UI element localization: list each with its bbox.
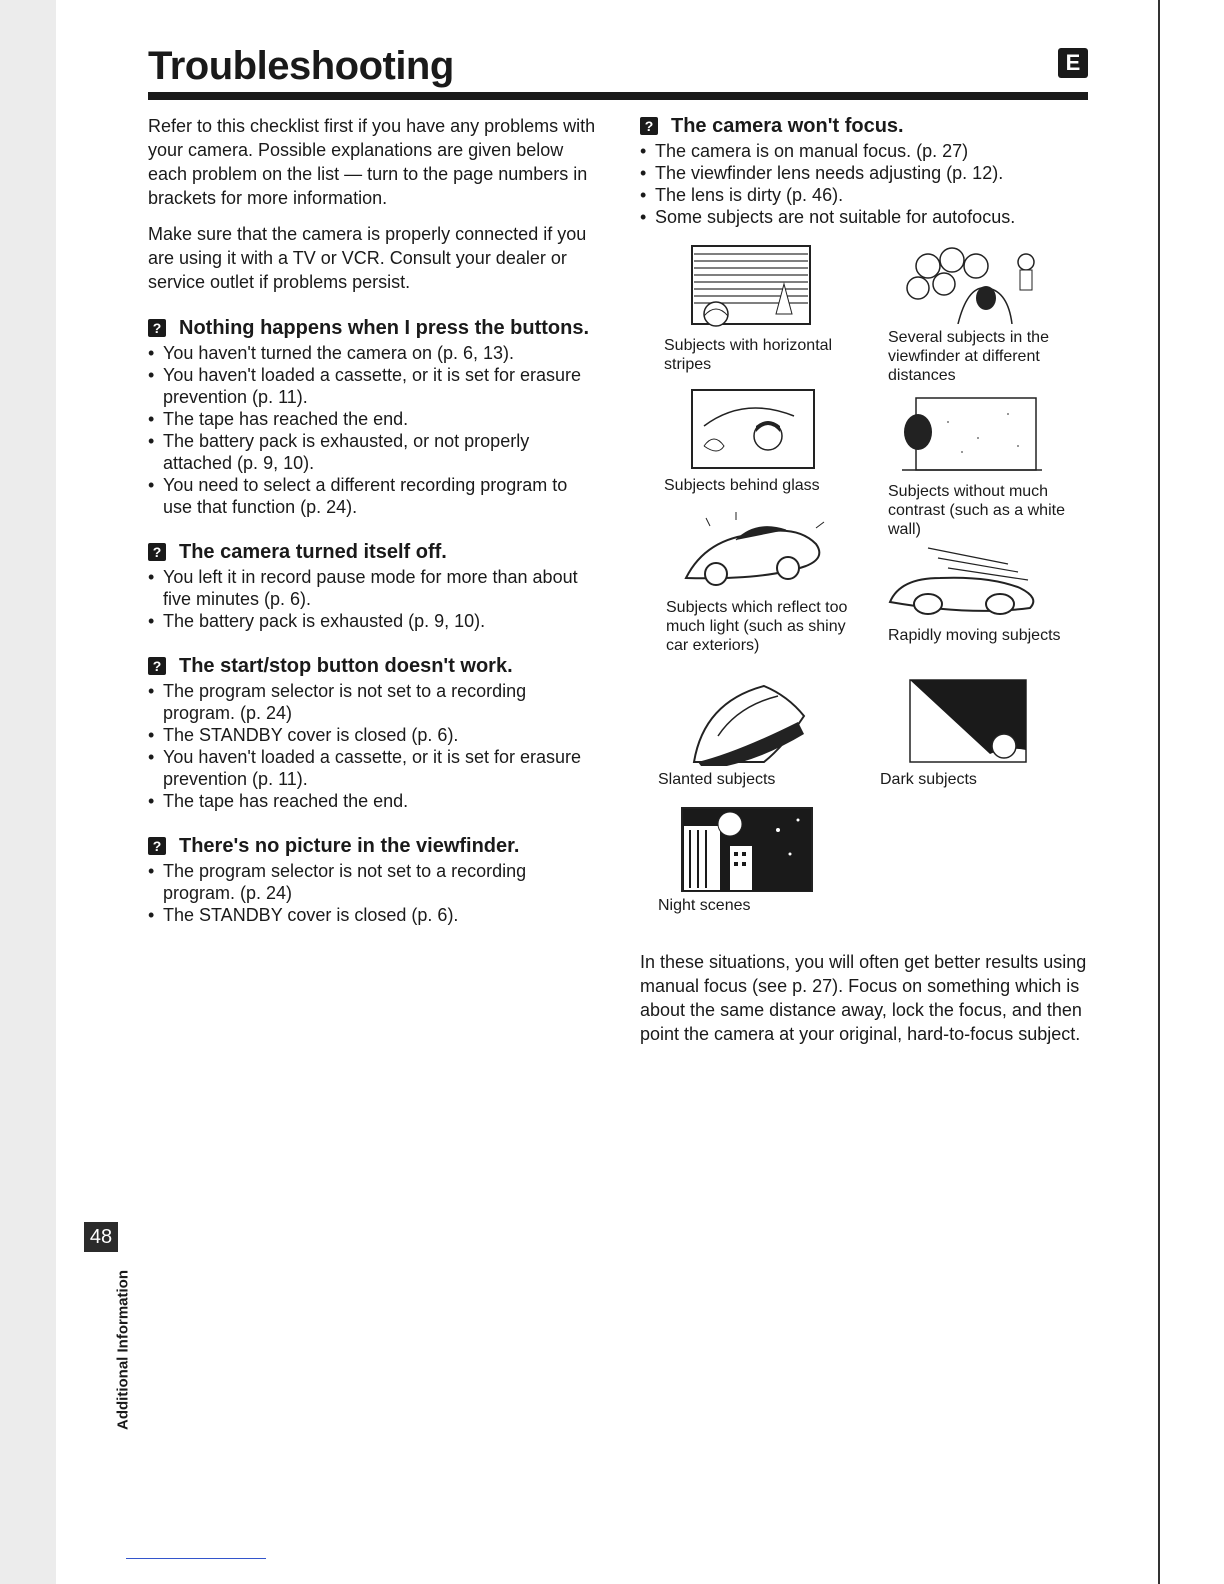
question-icon: ? (148, 319, 166, 337)
figure-caption: Subjects with horizontal stripes (664, 337, 833, 373)
cause-list (148, 342, 600, 518)
cause-item: • The tape has reached the end. (148, 790, 600, 812)
figure-caption: Several subjects in the viewfinder at different distances (888, 329, 1049, 384)
cause-item: • You haven't turned the camera on (p. 6, 13). (148, 342, 600, 364)
left-column (148, 114, 600, 926)
cause-item: • You left it in record pause mode for more than about five minutes (p. 6). (148, 566, 600, 610)
problem-heading-text: Nothing happens when I press the buttons. (179, 317, 590, 339)
page-margin-shadow (0, 0, 56, 1584)
problem-section (148, 834, 600, 926)
cause-list (640, 140, 1090, 228)
figure-caption: Subjects without much contrast (such as a white wall) (888, 483, 1065, 538)
question-icon: ? (640, 117, 658, 135)
dark-room-dog-illustration (880, 676, 1040, 766)
right-column (640, 114, 1090, 228)
problem-section (148, 654, 600, 812)
white-wall-illustration (888, 392, 1048, 478)
cause-item: • Some subjects are not suitable for autofocus. (640, 206, 1090, 228)
cause-item: • The STANDBY cover is closed (p. 6). (148, 904, 600, 926)
figure-caption: Slanted subjects (658, 771, 776, 788)
problem-heading (640, 114, 1090, 138)
problem-heading (148, 654, 600, 678)
figure-dark (880, 676, 1080, 789)
figure-low-contrast (888, 392, 1088, 539)
cause-list (148, 566, 600, 632)
problem-section (148, 540, 600, 632)
title-rule (148, 92, 1088, 100)
cause-item: • The tape has reached the end. (148, 408, 600, 430)
problem-heading (148, 834, 600, 858)
figure-horizontal-stripes (664, 244, 864, 374)
cause-item: • The camera is on manual focus. (p. 27) (640, 140, 1090, 162)
figure-caption: Rapidly moving subjects (888, 627, 1061, 644)
cause-item: • You haven't loaded a cassette, or it is set for erasure prevention (p. 11). (148, 364, 600, 408)
section-tab (112, 1258, 134, 1442)
racing-cars-illustration (888, 542, 1068, 622)
problem-heading-text: The camera turned itself off. (179, 541, 447, 563)
cause-item: • The program selector is not set to a recording program. (p. 24) (148, 860, 600, 904)
question-icon: ? (148, 543, 166, 561)
cause-item: • The viewfinder lens needs adjusting (p. 12). (640, 162, 1090, 184)
cause-item: • The lens is dirty (p. 46). (640, 184, 1090, 206)
problem-section (148, 316, 600, 518)
problem-heading-text: There's no picture in the viewfinder. (179, 835, 520, 857)
footer-rule (126, 1558, 266, 1559)
figure-behind-glass (664, 386, 864, 495)
intro-paragraph: Refer to this checklist first if you have any problems with your camera. Possible explanations are given below each problem on the list — turn to the page numbers in brackets for more information. (148, 116, 596, 208)
cause-item: • The battery pack is exhausted, or not properly attached (p. 9, 10). (148, 430, 600, 474)
intro-paragraph: Make sure that the camera is properly connected if you are using it with a TV or VCR. Consult your dealer or service outlet if problems persist. (148, 224, 587, 292)
page-number: 48 (84, 1222, 118, 1252)
shiny-car-illustration (666, 508, 836, 594)
figure-slanted (658, 676, 858, 789)
figure-reflective (666, 508, 866, 655)
language-badge: E (1058, 48, 1088, 78)
cause-item: • The battery pack is exhausted (p. 9, 10). (148, 610, 600, 632)
cause-item: • The STANDBY cover is closed (p. 6). (148, 724, 600, 746)
striped-blinds-illustration (664, 244, 814, 332)
cause-list (148, 860, 600, 926)
figure-several-subjects (888, 244, 1088, 385)
flowers-and-dog-illustration (888, 244, 1048, 324)
problem-heading-text: The camera won't focus. (671, 115, 904, 137)
question-icon: ? (148, 657, 166, 675)
page-edge (1158, 0, 1224, 1584)
cause-list (148, 680, 600, 812)
page-title: Troubleshooting (148, 44, 454, 88)
closing-paragraph: In these situations, you will often get better results using manual focus (see p. 27). Focus on something which is about the same distance away, lock the focus, and then point the camera at your original, hard-to-focus subject. (640, 952, 1087, 1044)
problem-section (640, 114, 1090, 228)
problem-heading (148, 540, 600, 564)
problem-heading-text: The start/stop button doesn't work. (179, 655, 513, 677)
figure-fast-moving (888, 542, 1088, 645)
problem-heading (148, 316, 600, 340)
figure-caption: Subjects behind glass (664, 477, 820, 494)
question-icon: ? (148, 837, 166, 855)
figure-night (658, 806, 858, 915)
section-tab-label: Additional Information (114, 1270, 132, 1430)
slanted-ship-illustration (658, 676, 818, 766)
night-city-illustration (658, 806, 818, 892)
figure-caption: Night scenes (658, 897, 751, 914)
figure-caption: Subjects which reflect too much light (such as shiny car exteriors) (666, 599, 848, 654)
figure-caption: Dark subjects (880, 771, 977, 788)
cause-item: • You haven't loaded a cassette, or it is set for erasure prevention (p. 11). (148, 746, 600, 790)
cause-item: • You need to select a different recording program to use that function (p. 24). (148, 474, 600, 518)
cause-item: • The program selector is not set to a recording program. (p. 24) (148, 680, 600, 724)
window-girl-illustration (664, 386, 824, 472)
